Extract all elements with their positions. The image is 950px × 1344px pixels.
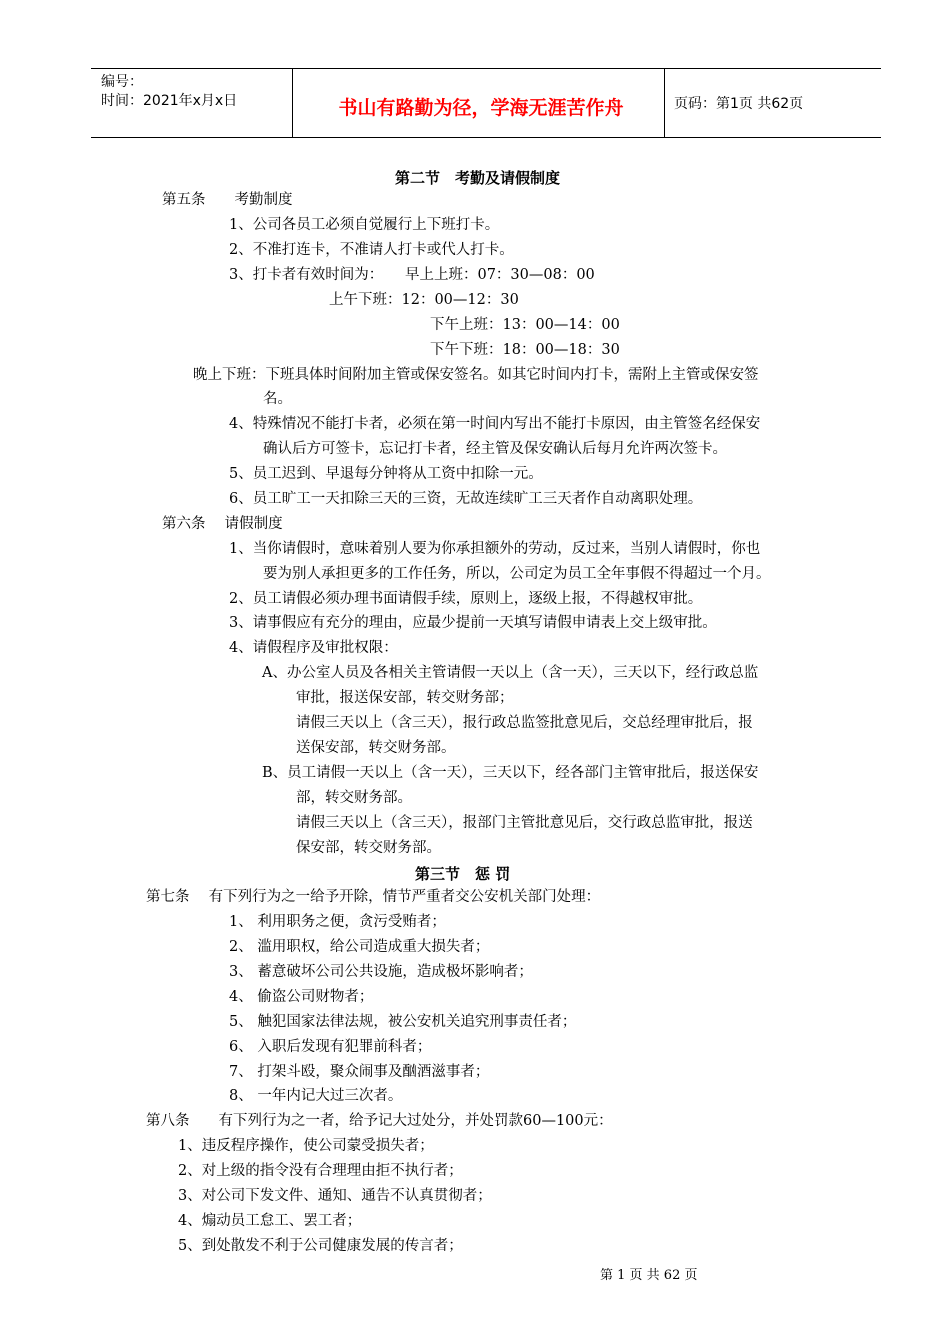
paragraph-line: 要为别人承担更多的工作任务，所以，公司定为员工全年事假不得超过一个月。 (263, 566, 771, 582)
page-footer: 第 1 页 共 62 页 (600, 1268, 698, 1283)
list-item: 6、员工旷工一天扣除三天的三资，无故连续旷工三天者作自动离职处理。 (229, 491, 703, 507)
page-header (91, 68, 881, 138)
list-item: 5、 触犯国家法律法规，被公安机关追究刑事责任者； (229, 1014, 577, 1030)
list-item: 6、 入职后发现有犯罪前科者； (229, 1039, 432, 1055)
article-title: 第六条 请假制度 (162, 516, 283, 532)
paragraph-line: 保安部，转交财务部。 (296, 840, 441, 856)
section-title: 第三节 惩 罚 (415, 865, 511, 883)
paragraph-line: 审批，报送保安部，转交财务部； (296, 690, 514, 706)
paragraph-line: 请假三天以上（含三天），报行政总监签批意见后，交总经理审批后，报 (296, 715, 753, 731)
list-item: 5、到处散发不利于公司健康发展的传言者； (178, 1238, 463, 1254)
sub-item: A、办公室人员及各相关主管请假一天以上（含一天），三天以下，经行政总监 (262, 665, 759, 681)
list-item: 2、员工请假必须办理书面请假手续，原则上，逐级上报，不得越权审批。 (229, 591, 703, 607)
paragraph-line: 部，转交财务部。 (296, 790, 412, 806)
header-motto: 书山有路勤为径，学海无涯苦作舟 (338, 97, 624, 119)
list-item: 4、煽动员工怠工、罢工者； (178, 1213, 362, 1229)
list-item: 8、 一年内记大过三次者。 (229, 1088, 403, 1104)
list-item: 1、 利用职务之便，贪污受贿者； (229, 914, 446, 930)
doc-time-label: 时间：2021年x月x日 (101, 93, 238, 109)
time-row: 下午上班：13：00—14：00 (430, 317, 620, 333)
list-item: 5、员工迟到、早退每分钟将从工资中扣除一元。 (229, 466, 543, 482)
list-item: 1、违反程序操作，使公司蒙受损失者； (178, 1138, 434, 1154)
article-title: 第五条 考勤制度 (162, 192, 293, 208)
list-item: 2、 滥用职权，给公司造成重大损失者； (229, 939, 490, 955)
time-row: 下午下班：18：00—18：30 (430, 342, 620, 358)
paragraph-line: 请假三天以上（含三天），报部门主管批意见后，交行政总监审批，报送 (296, 815, 753, 831)
list-item: 3、打卡者有效时间为： 早上上班：07：30—08：00 (229, 267, 595, 283)
doc-number-label: 编号： (101, 74, 143, 90)
section-title: 第二节 考勤及请假制度 (395, 169, 561, 187)
list-item: 3、对公司下发文件、通知、通告不认真贯彻者； (178, 1188, 492, 1204)
list-item: 7、 打架斗殴，聚众闹事及酗酒滋事者； (229, 1064, 490, 1080)
list-item: 4、请假程序及审批权限： (229, 640, 398, 656)
time-row: 上午下班：12：00—12：30 (329, 292, 519, 308)
header-divider (292, 69, 293, 137)
list-item: 1、当你请假时，意味着别人要为你承担额外的劳动，反过来，当别人请假时，你也 (229, 541, 761, 557)
paragraph-line: 晚上下班：下班具体时间附加主管或保安签名。如其它时间内打卡，需附上主管或保安签 (193, 367, 759, 383)
sub-item: B、员工请假一天以上（含一天），三天以下，经各部门主管审批后，报送保安 (262, 765, 759, 781)
list-item: 4、特殊情况不能打卡者，必须在第一时间内写出不能打卡原因，由主管签名经保安 (229, 416, 761, 432)
list-item: 3、 蓄意破坏公司公共设施，造成极坏影响者； (229, 964, 533, 980)
paragraph-line: 送保安部，转交财务部。 (296, 740, 456, 756)
article-title: 第七条 有下列行为之一给予开除，情节严重者交公安机关部门处理： (146, 889, 601, 905)
list-item: 1、公司各员工必须自觉履行上下班打卡。 (229, 217, 500, 233)
header-meta (101, 73, 237, 111)
paragraph-line: 名。 (263, 391, 292, 407)
header-page-label: 页码：第1页 共62页 (674, 96, 804, 112)
list-item: 2、对上级的指令没有合理理由拒不执行者； (178, 1163, 463, 1179)
list-item: 3、请事假应有充分的理由，应最少提前一天填写请假申请表上交上级审批。 (229, 615, 717, 631)
article-title: 第八条 有下列行为之一者，给予记大过处分，并处罚款60—100元： (146, 1113, 613, 1129)
paragraph-line: 确认后方可签卡，忘记打卡者，经主管及保安确认后每月允许两次签卡。 (263, 441, 727, 457)
list-item: 4、 偷盗公司财物者； (229, 989, 374, 1005)
list-item: 2、不准打连卡，不准请人打卡或代人打卡。 (229, 242, 514, 258)
